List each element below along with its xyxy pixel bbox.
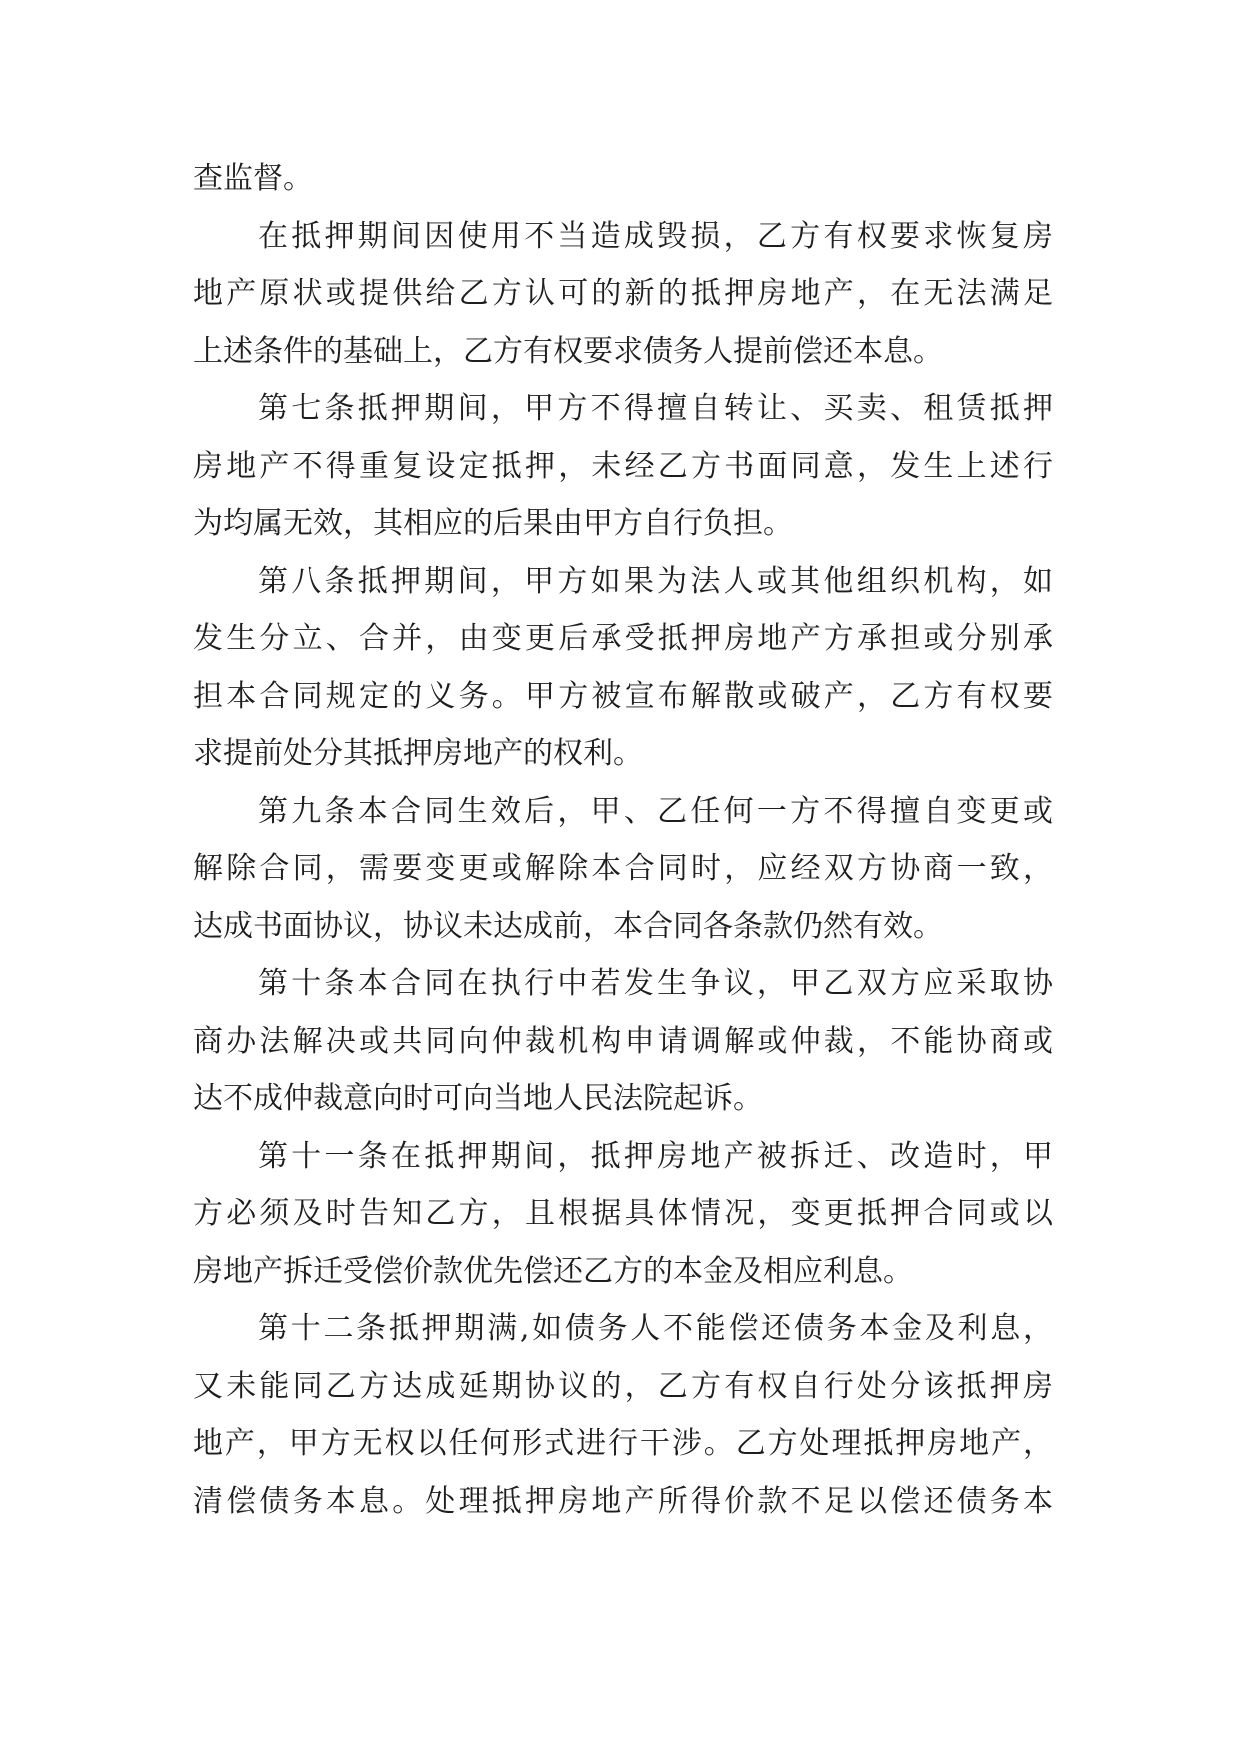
text-line: 第七条抵押期间，甲方不得擅自转让、买卖、租赁抵押 xyxy=(258,391,1053,426)
text-line: 清偿债务本息。处理抵押房地产所得价款不足以偿还债务本 xyxy=(193,1483,1053,1519)
text-line: 第八条抵押期间，甲方如果为法人或其他组织机构，如 xyxy=(258,563,1053,599)
text-line: 达成书面协议，协议未达成前，本合同各条款仍然有效。 xyxy=(193,908,943,944)
text-line: 查监督。 xyxy=(193,161,313,196)
text-line: 上述条件的基础上，乙方有权要求债务人提前偿还本息。 xyxy=(193,333,943,369)
text-line: 又未能同乙方达成延期协议的，乙方有权自行处分该抵押房 xyxy=(193,1368,1053,1404)
text-line: 房地产不得重复设定抵押，未经乙方书面同意，发生上述行 xyxy=(193,448,1053,484)
text-line: 第十一条在抵押期间，抵押房地产被拆迁、改造时，甲 xyxy=(258,1138,1053,1174)
text-line: 解除合同，需要变更或解除本合同时，应经双方协商一致， xyxy=(193,851,1053,886)
text-line: 求提前处分其抵押房地产的权利。 xyxy=(193,736,643,771)
text-line: 第十条本合同在执行中若发生争议，甲乙双方应采取协 xyxy=(258,966,1053,1001)
text-line: 在抵押期间因使用不当造成毁损，乙方有权要求恢复房 xyxy=(258,218,1053,254)
text-line: 第九条本合同生效后，甲、乙任何一方不得擅自变更或 xyxy=(258,793,1053,829)
contract-body-text xyxy=(193,150,1053,1530)
text-line: 为均属无效，其相应的后果由甲方自行负担。 xyxy=(193,506,793,541)
text-line: 方必须及时告知乙方，且根据具体情况，变更抵押合同或以 xyxy=(193,1196,1053,1231)
text-line: 达不成仲裁意向时可向当地人民法院起诉。 xyxy=(193,1081,763,1116)
text-line: 发生分立、合并，由变更后承受抵押房地产方承担或分别承 xyxy=(193,621,1053,656)
text-line: 房地产拆迁受偿价款优先偿还乙方的本金及相应利息。 xyxy=(193,1253,913,1289)
text-line: 担本合同规定的义务。甲方被宣布解散或破产，乙方有权要 xyxy=(193,678,1053,714)
text-line: 地产原状或提供给乙方认可的新的抵押房地产，在无法满足 xyxy=(193,276,1053,311)
text-line: 地产，甲方无权以任何形式进行干涉。乙方处理抵押房地产， xyxy=(193,1426,1053,1461)
text-line: 商办法解决或共同向仲裁机构申请调解或仲裁，不能协商或 xyxy=(193,1023,1053,1059)
text-line: 第十二条抵押期满,如债务人不能偿还债务本金及利息， xyxy=(258,1311,1053,1346)
